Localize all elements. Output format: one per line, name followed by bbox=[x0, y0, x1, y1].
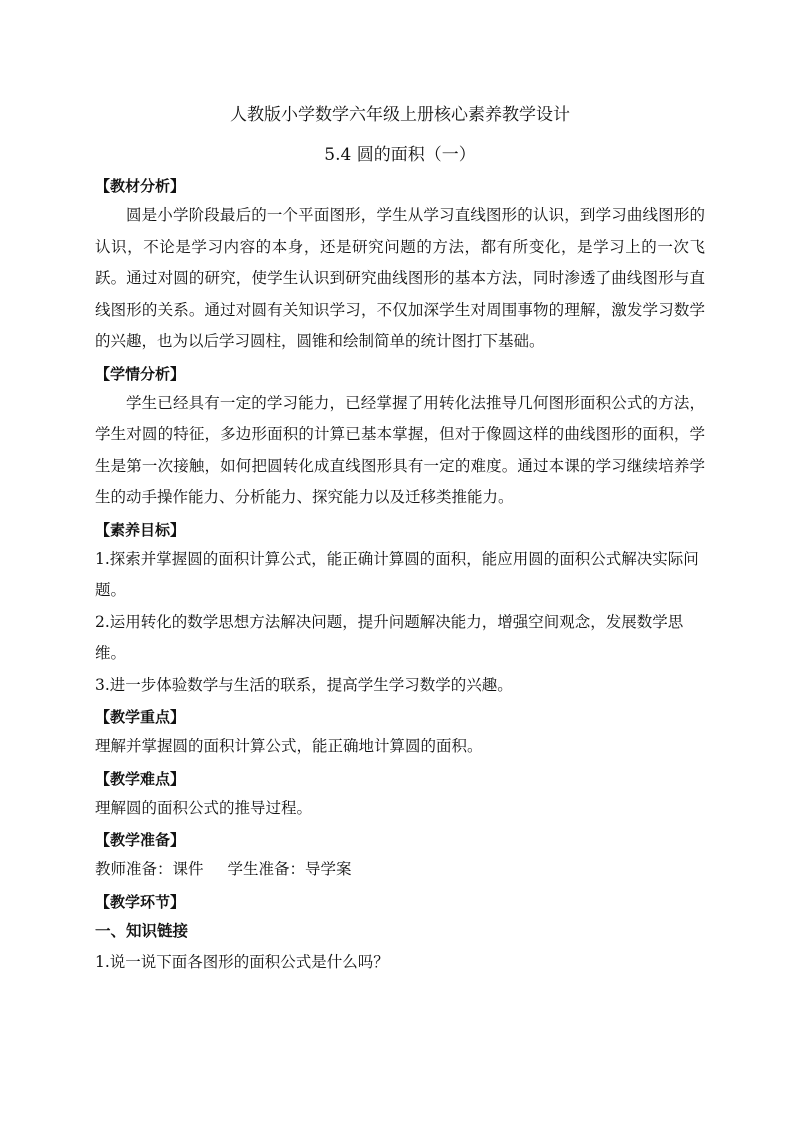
question-item: 1.说一说下面各图形的面积公式是什么吗？ bbox=[95, 953, 389, 971]
step-heading: 一、知识链接 bbox=[95, 921, 189, 940]
section-heading: 【教学准备】 bbox=[95, 831, 186, 849]
section-student-analysis bbox=[95, 360, 705, 514]
section-preparation bbox=[95, 826, 705, 886]
goal-item: 2.运用转化的数学思想方法解决问题，提升问题解决能力，增强空间观念，发展数学思维。 bbox=[95, 612, 684, 662]
section-key-points bbox=[95, 703, 705, 763]
section-heading: 【教学环节】 bbox=[95, 892, 186, 911]
section-body: 圆是小学阶段最后的一个平面图形，学生从学习直线图形的认识，到学习曲线图形的认识，不论是学习内容的本身，还是研究问题的方法，都有所变化，是学习上的一次飞跃。通过对圆的研究，使学生认识到研究曲线图形的基本方法，同时渗透了曲线图形与直线图形的关系。通过对圆有关知识学习，不仅加深学生对周围事物的理解，激发学习数学的兴趣，也为以后学习圆柱，圆锥和绘制简单的统计图打下基础。 bbox=[95, 206, 705, 350]
section-heading: 【学情分析】 bbox=[95, 364, 186, 383]
preparation-line bbox=[95, 854, 705, 886]
section-body: 理解并掌握圆的面积计算公式，能正确地计算圆的面积。 bbox=[95, 737, 483, 755]
section-heading: 【素养目标】 bbox=[95, 520, 186, 539]
goal-item: 1.探索并掌握圆的面积计算公式，能正确计算圆的面积，能应用圆的面积公式解决实际问题。 bbox=[95, 549, 699, 599]
goal-item: 3.进一步体验数学与生活的联系，提高学生学习数学的兴趣。 bbox=[95, 675, 513, 694]
lesson-title: 5.4 圆的面积（一） bbox=[324, 145, 476, 165]
student-preparation: 学生准备：导学案 bbox=[227, 860, 352, 878]
section-body: 学生已经具有一定的学习能力，已经掌握了用转化法推导几何图形面积公式的方法，学生对圆的特征，多边形面积的计算已基本掌握，但对于像圆这样的曲线图形的面积，学生是第一次接触，如何把圆转化成直线图形具有一定的难度。通过本课的学习继续培养学生的动手操作能力、分析能力、探究能力以及迁移类推能力。 bbox=[95, 393, 705, 506]
section-body: 理解圆的面积公式的推导过程。 bbox=[95, 798, 313, 817]
teacher-preparation: 教师准备：课件 bbox=[95, 860, 204, 878]
document-page bbox=[95, 100, 705, 981]
section-goals bbox=[95, 516, 705, 702]
section-difficulties bbox=[95, 765, 705, 825]
section-textbook-analysis bbox=[95, 172, 705, 358]
section-heading: 【教材分析】 bbox=[95, 177, 186, 195]
section-heading: 【教学难点】 bbox=[95, 769, 186, 788]
section-process bbox=[95, 888, 705, 979]
document-title: 人教版小学数学六年级上册核心素养教学设计 bbox=[230, 105, 570, 125]
section-heading: 【教学重点】 bbox=[95, 708, 186, 726]
